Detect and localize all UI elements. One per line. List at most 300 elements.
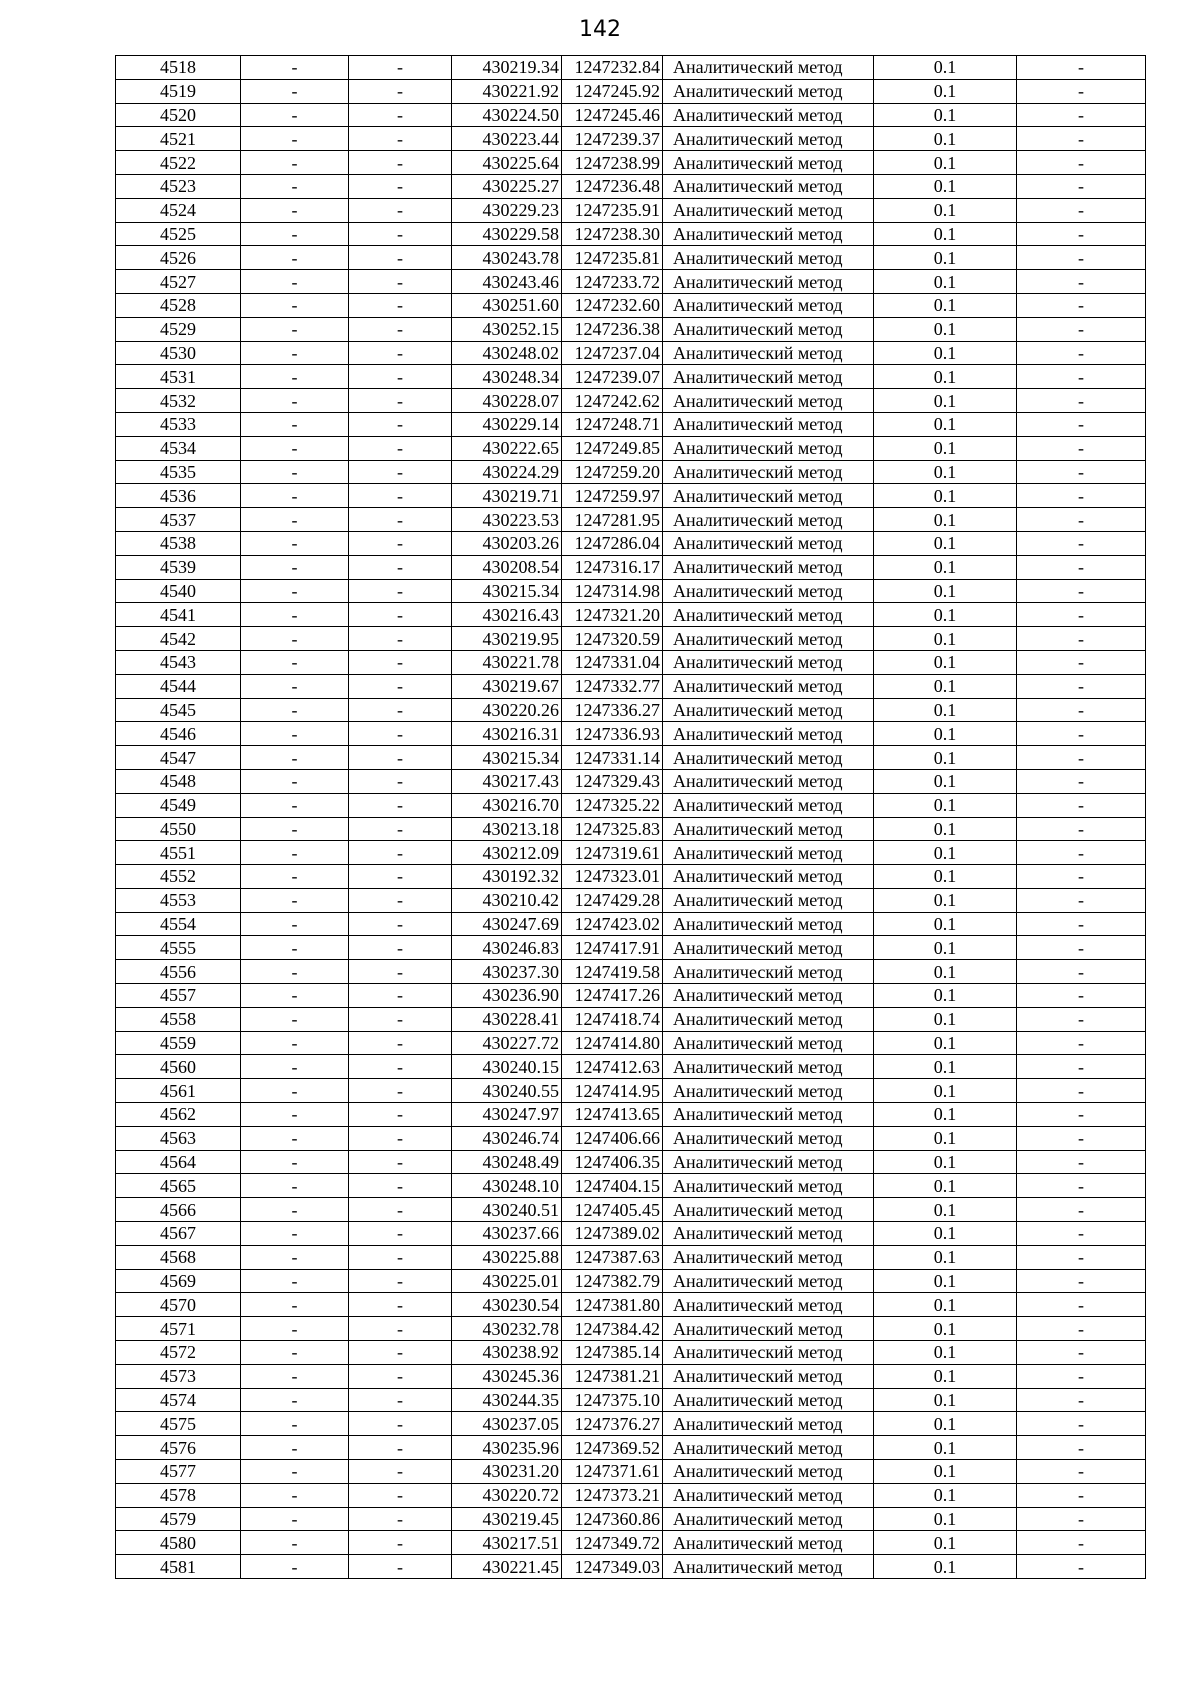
cell-method: Аналитический метод bbox=[663, 1245, 874, 1269]
cell-description: - bbox=[1017, 341, 1146, 365]
cell-precision: 0.1 bbox=[874, 1412, 1017, 1436]
cell-x-coordinate: 430215.34 bbox=[452, 579, 562, 603]
cell-x-coordinate: 430230.54 bbox=[452, 1293, 562, 1317]
cell-y-coordinate: 1247325.22 bbox=[562, 793, 663, 817]
table-row bbox=[116, 460, 1146, 484]
cell-precision: 0.1 bbox=[874, 627, 1017, 651]
table-row bbox=[116, 1388, 1146, 1412]
cell-point-number: 4563 bbox=[116, 1126, 241, 1150]
cell-description: - bbox=[1017, 888, 1146, 912]
cell-x-coordinate: 430247.69 bbox=[452, 912, 562, 936]
cell-x-coordinate: 430224.29 bbox=[452, 460, 562, 484]
cell-x-coordinate: 430238.92 bbox=[452, 1341, 562, 1365]
table-row bbox=[116, 198, 1146, 222]
table-row bbox=[116, 1341, 1146, 1365]
table-row bbox=[116, 555, 1146, 579]
cell-x-coordinate: 430220.72 bbox=[452, 1483, 562, 1507]
cell-old-y: - bbox=[349, 1031, 452, 1055]
cell-precision: 0.1 bbox=[874, 1174, 1017, 1198]
cell-method: Аналитический метод bbox=[663, 436, 874, 460]
cell-old-x: - bbox=[241, 79, 349, 103]
cell-point-number: 4542 bbox=[116, 627, 241, 651]
cell-description: - bbox=[1017, 1007, 1146, 1031]
cell-old-y: - bbox=[349, 270, 452, 294]
cell-y-coordinate: 1247349.72 bbox=[562, 1531, 663, 1555]
cell-precision: 0.1 bbox=[874, 841, 1017, 865]
cell-x-coordinate: 430236.90 bbox=[452, 984, 562, 1008]
cell-x-coordinate: 430237.66 bbox=[452, 1222, 562, 1246]
cell-old-x: - bbox=[241, 1055, 349, 1079]
cell-x-coordinate: 430215.34 bbox=[452, 746, 562, 770]
cell-method: Аналитический метод bbox=[663, 1198, 874, 1222]
cell-point-number: 4523 bbox=[116, 174, 241, 198]
cell-old-y: - bbox=[349, 1341, 452, 1365]
cell-y-coordinate: 1247418.74 bbox=[562, 1007, 663, 1031]
cell-method: Аналитический метод bbox=[663, 1293, 874, 1317]
cell-old-y: - bbox=[349, 1222, 452, 1246]
cell-description: - bbox=[1017, 270, 1146, 294]
cell-y-coordinate: 1247417.26 bbox=[562, 984, 663, 1008]
cell-precision: 0.1 bbox=[874, 103, 1017, 127]
cell-precision: 0.1 bbox=[874, 79, 1017, 103]
cell-old-y: - bbox=[349, 1174, 452, 1198]
cell-old-x: - bbox=[241, 1245, 349, 1269]
cell-x-coordinate: 430237.30 bbox=[452, 960, 562, 984]
cell-precision: 0.1 bbox=[874, 1269, 1017, 1293]
cell-x-coordinate: 430240.51 bbox=[452, 1198, 562, 1222]
cell-x-coordinate: 430229.14 bbox=[452, 412, 562, 436]
cell-method: Аналитический метод bbox=[663, 293, 874, 317]
cell-point-number: 4571 bbox=[116, 1317, 241, 1341]
cell-y-coordinate: 1247332.77 bbox=[562, 674, 663, 698]
cell-old-y: - bbox=[349, 1293, 452, 1317]
cell-precision: 0.1 bbox=[874, 198, 1017, 222]
cell-old-x: - bbox=[241, 817, 349, 841]
cell-x-coordinate: 430246.83 bbox=[452, 936, 562, 960]
cell-old-x: - bbox=[241, 1412, 349, 1436]
cell-precision: 0.1 bbox=[874, 508, 1017, 532]
cell-method: Аналитический метод bbox=[663, 936, 874, 960]
cell-x-coordinate: 430229.23 bbox=[452, 198, 562, 222]
cell-point-number: 4519 bbox=[116, 79, 241, 103]
cell-description: - bbox=[1017, 1150, 1146, 1174]
cell-precision: 0.1 bbox=[874, 1436, 1017, 1460]
cell-description: - bbox=[1017, 1222, 1146, 1246]
cell-description: - bbox=[1017, 841, 1146, 865]
cell-method: Аналитический метод bbox=[663, 960, 874, 984]
cell-method: Аналитический метод bbox=[663, 1364, 874, 1388]
cell-precision: 0.1 bbox=[874, 293, 1017, 317]
cell-description: - bbox=[1017, 222, 1146, 246]
cell-y-coordinate: 1247233.72 bbox=[562, 270, 663, 294]
cell-description: - bbox=[1017, 674, 1146, 698]
cell-x-coordinate: 430227.72 bbox=[452, 1031, 562, 1055]
cell-x-coordinate: 430219.95 bbox=[452, 627, 562, 651]
cell-old-x: - bbox=[241, 1317, 349, 1341]
cell-point-number: 4545 bbox=[116, 698, 241, 722]
cell-old-x: - bbox=[241, 984, 349, 1008]
cell-y-coordinate: 1247323.01 bbox=[562, 865, 663, 889]
cell-precision: 0.1 bbox=[874, 1245, 1017, 1269]
cell-point-number: 4578 bbox=[116, 1483, 241, 1507]
cell-description: - bbox=[1017, 722, 1146, 746]
cell-precision: 0.1 bbox=[874, 246, 1017, 270]
cell-precision: 0.1 bbox=[874, 412, 1017, 436]
table-row bbox=[116, 746, 1146, 770]
cell-description: - bbox=[1017, 865, 1146, 889]
cell-old-y: - bbox=[349, 317, 452, 341]
table-row bbox=[116, 936, 1146, 960]
cell-point-number: 4525 bbox=[116, 222, 241, 246]
cell-old-y: - bbox=[349, 79, 452, 103]
table-row bbox=[116, 769, 1146, 793]
cell-description: - bbox=[1017, 1483, 1146, 1507]
cell-description: - bbox=[1017, 1269, 1146, 1293]
cell-old-x: - bbox=[241, 389, 349, 413]
cell-old-x: - bbox=[241, 1293, 349, 1317]
cell-description: - bbox=[1017, 960, 1146, 984]
table-row bbox=[116, 222, 1146, 246]
table-row bbox=[116, 1555, 1146, 1579]
table-row bbox=[116, 1103, 1146, 1127]
cell-description: - bbox=[1017, 246, 1146, 270]
cell-method: Аналитический метод bbox=[663, 1079, 874, 1103]
cell-old-y: - bbox=[349, 174, 452, 198]
cell-old-y: - bbox=[349, 436, 452, 460]
table-row bbox=[116, 841, 1146, 865]
cell-method: Аналитический метод bbox=[663, 841, 874, 865]
cell-precision: 0.1 bbox=[874, 1364, 1017, 1388]
cell-description: - bbox=[1017, 1412, 1146, 1436]
cell-old-y: - bbox=[349, 531, 452, 555]
cell-method: Аналитический метод bbox=[663, 1174, 874, 1198]
cell-method: Аналитический метод bbox=[663, 412, 874, 436]
cell-y-coordinate: 1247242.62 bbox=[562, 389, 663, 413]
cell-old-y: - bbox=[349, 1364, 452, 1388]
cell-point-number: 4524 bbox=[116, 198, 241, 222]
cell-old-y: - bbox=[349, 1507, 452, 1531]
cell-y-coordinate: 1247238.30 bbox=[562, 222, 663, 246]
cell-y-coordinate: 1247406.66 bbox=[562, 1126, 663, 1150]
table-row bbox=[116, 341, 1146, 365]
cell-old-x: - bbox=[241, 1222, 349, 1246]
cell-point-number: 4539 bbox=[116, 555, 241, 579]
cell-point-number: 4575 bbox=[116, 1412, 241, 1436]
cell-x-coordinate: 430221.92 bbox=[452, 79, 562, 103]
cell-precision: 0.1 bbox=[874, 1483, 1017, 1507]
cell-y-coordinate: 1247236.38 bbox=[562, 317, 663, 341]
cell-x-coordinate: 430221.78 bbox=[452, 650, 562, 674]
table-row bbox=[116, 1460, 1146, 1484]
cell-method: Аналитический метод bbox=[663, 151, 874, 175]
cell-description: - bbox=[1017, 389, 1146, 413]
cell-point-number: 4520 bbox=[116, 103, 241, 127]
cell-y-coordinate: 1247360.86 bbox=[562, 1507, 663, 1531]
cell-y-coordinate: 1247382.79 bbox=[562, 1269, 663, 1293]
cell-x-coordinate: 430208.54 bbox=[452, 555, 562, 579]
cell-x-coordinate: 430217.51 bbox=[452, 1531, 562, 1555]
cell-method: Аналитический метод bbox=[663, 912, 874, 936]
cell-precision: 0.1 bbox=[874, 1031, 1017, 1055]
table-row bbox=[116, 1031, 1146, 1055]
cell-method: Аналитический метод bbox=[663, 1222, 874, 1246]
table-row bbox=[116, 1079, 1146, 1103]
table-row bbox=[116, 603, 1146, 627]
cell-method: Аналитический метод bbox=[663, 365, 874, 389]
cell-x-coordinate: 430219.34 bbox=[452, 56, 562, 80]
cell-method: Аналитический метод bbox=[663, 246, 874, 270]
table-row bbox=[116, 627, 1146, 651]
cell-old-y: - bbox=[349, 341, 452, 365]
cell-point-number: 4557 bbox=[116, 984, 241, 1008]
cell-point-number: 4541 bbox=[116, 603, 241, 627]
cell-method: Аналитический метод bbox=[663, 460, 874, 484]
cell-x-coordinate: 430225.64 bbox=[452, 151, 562, 175]
table-row bbox=[116, 888, 1146, 912]
cell-old-y: - bbox=[349, 698, 452, 722]
cell-description: - bbox=[1017, 317, 1146, 341]
table-row bbox=[116, 1150, 1146, 1174]
cell-old-y: - bbox=[349, 1150, 452, 1174]
cell-y-coordinate: 1247319.61 bbox=[562, 841, 663, 865]
cell-method: Аналитический метод bbox=[663, 627, 874, 651]
cell-old-y: - bbox=[349, 1412, 452, 1436]
table-row bbox=[116, 293, 1146, 317]
table-row bbox=[116, 1436, 1146, 1460]
cell-x-coordinate: 430240.15 bbox=[452, 1055, 562, 1079]
cell-point-number: 4521 bbox=[116, 127, 241, 151]
cell-description: - bbox=[1017, 1531, 1146, 1555]
cell-y-coordinate: 1247331.14 bbox=[562, 746, 663, 770]
cell-y-coordinate: 1247281.95 bbox=[562, 508, 663, 532]
cell-method: Аналитический метод bbox=[663, 389, 874, 413]
cell-method: Аналитический метод bbox=[663, 508, 874, 532]
cell-y-coordinate: 1247232.84 bbox=[562, 56, 663, 80]
cell-method: Аналитический метод bbox=[663, 1531, 874, 1555]
cell-x-coordinate: 430248.34 bbox=[452, 365, 562, 389]
cell-x-coordinate: 430216.43 bbox=[452, 603, 562, 627]
cell-method: Аналитический метод bbox=[663, 674, 874, 698]
cell-description: - bbox=[1017, 603, 1146, 627]
cell-point-number: 4522 bbox=[116, 151, 241, 175]
cell-old-x: - bbox=[241, 650, 349, 674]
cell-description: - bbox=[1017, 769, 1146, 793]
cell-x-coordinate: 430228.07 bbox=[452, 389, 562, 413]
cell-point-number: 4573 bbox=[116, 1364, 241, 1388]
cell-old-x: - bbox=[241, 1460, 349, 1484]
cell-point-number: 4533 bbox=[116, 412, 241, 436]
cell-description: - bbox=[1017, 1460, 1146, 1484]
cell-point-number: 4554 bbox=[116, 912, 241, 936]
cell-method: Аналитический метод bbox=[663, 746, 874, 770]
cell-y-coordinate: 1247259.97 bbox=[562, 484, 663, 508]
cell-y-coordinate: 1247331.04 bbox=[562, 650, 663, 674]
cell-point-number: 4530 bbox=[116, 341, 241, 365]
cell-point-number: 4534 bbox=[116, 436, 241, 460]
cell-method: Аналитический метод bbox=[663, 1031, 874, 1055]
cell-precision: 0.1 bbox=[874, 746, 1017, 770]
cell-point-number: 4543 bbox=[116, 650, 241, 674]
cell-old-y: - bbox=[349, 103, 452, 127]
cell-precision: 0.1 bbox=[874, 674, 1017, 698]
cell-old-y: - bbox=[349, 746, 452, 770]
cell-description: - bbox=[1017, 1174, 1146, 1198]
cell-precision: 0.1 bbox=[874, 1222, 1017, 1246]
table-row bbox=[116, 79, 1146, 103]
cell-description: - bbox=[1017, 151, 1146, 175]
cell-old-y: - bbox=[349, 1483, 452, 1507]
table-row bbox=[116, 151, 1146, 175]
cell-x-coordinate: 430231.20 bbox=[452, 1460, 562, 1484]
cell-old-x: - bbox=[241, 1174, 349, 1198]
cell-precision: 0.1 bbox=[874, 1555, 1017, 1579]
cell-x-coordinate: 430240.55 bbox=[452, 1079, 562, 1103]
cell-old-y: - bbox=[349, 412, 452, 436]
table-row bbox=[116, 484, 1146, 508]
cell-precision: 0.1 bbox=[874, 151, 1017, 175]
cell-x-coordinate: 430247.97 bbox=[452, 1103, 562, 1127]
table-row bbox=[116, 270, 1146, 294]
cell-y-coordinate: 1247414.95 bbox=[562, 1079, 663, 1103]
cell-precision: 0.1 bbox=[874, 960, 1017, 984]
cell-description: - bbox=[1017, 1317, 1146, 1341]
cell-old-y: - bbox=[349, 555, 452, 579]
cell-method: Аналитический метод bbox=[663, 1460, 874, 1484]
cell-method: Аналитический метод bbox=[663, 1150, 874, 1174]
cell-y-coordinate: 1247336.27 bbox=[562, 698, 663, 722]
cell-point-number: 4552 bbox=[116, 865, 241, 889]
cell-description: - bbox=[1017, 1364, 1146, 1388]
cell-old-y: - bbox=[349, 460, 452, 484]
cell-precision: 0.1 bbox=[874, 817, 1017, 841]
cell-precision: 0.1 bbox=[874, 912, 1017, 936]
cell-old-x: - bbox=[241, 912, 349, 936]
cell-precision: 0.1 bbox=[874, 1317, 1017, 1341]
cell-precision: 0.1 bbox=[874, 1103, 1017, 1127]
cell-method: Аналитический метод bbox=[663, 79, 874, 103]
cell-old-y: - bbox=[349, 151, 452, 175]
cell-y-coordinate: 1247329.43 bbox=[562, 769, 663, 793]
cell-old-y: - bbox=[349, 841, 452, 865]
cell-point-number: 4564 bbox=[116, 1150, 241, 1174]
cell-method: Аналитический метод bbox=[663, 1317, 874, 1341]
table-row bbox=[116, 56, 1146, 80]
cell-old-x: - bbox=[241, 531, 349, 555]
cell-old-x: - bbox=[241, 722, 349, 746]
cell-point-number: 4544 bbox=[116, 674, 241, 698]
cell-precision: 0.1 bbox=[874, 579, 1017, 603]
cell-y-coordinate: 1247373.21 bbox=[562, 1483, 663, 1507]
cell-point-number: 4529 bbox=[116, 317, 241, 341]
cell-precision: 0.1 bbox=[874, 865, 1017, 889]
cell-precision: 0.1 bbox=[874, 341, 1017, 365]
cell-description: - bbox=[1017, 508, 1146, 532]
table-row bbox=[116, 984, 1146, 1008]
cell-y-coordinate: 1247413.65 bbox=[562, 1103, 663, 1127]
cell-precision: 0.1 bbox=[874, 603, 1017, 627]
cell-old-y: - bbox=[349, 56, 452, 80]
cell-old-x: - bbox=[241, 1341, 349, 1365]
table-row bbox=[116, 1007, 1146, 1031]
cell-old-y: - bbox=[349, 912, 452, 936]
cell-description: - bbox=[1017, 1198, 1146, 1222]
cell-old-x: - bbox=[241, 1198, 349, 1222]
cell-precision: 0.1 bbox=[874, 531, 1017, 555]
cell-precision: 0.1 bbox=[874, 1079, 1017, 1103]
table-row bbox=[116, 1317, 1146, 1341]
cell-x-coordinate: 430225.27 bbox=[452, 174, 562, 198]
cell-old-x: - bbox=[241, 151, 349, 175]
cell-description: - bbox=[1017, 1388, 1146, 1412]
cell-old-y: - bbox=[349, 769, 452, 793]
cell-y-coordinate: 1247325.83 bbox=[562, 817, 663, 841]
cell-old-y: - bbox=[349, 1555, 452, 1579]
cell-x-coordinate: 430228.41 bbox=[452, 1007, 562, 1031]
cell-point-number: 4576 bbox=[116, 1436, 241, 1460]
cell-old-y: - bbox=[349, 1245, 452, 1269]
table-row bbox=[116, 365, 1146, 389]
cell-old-y: - bbox=[349, 1126, 452, 1150]
cell-point-number: 4566 bbox=[116, 1198, 241, 1222]
cell-precision: 0.1 bbox=[874, 1055, 1017, 1079]
cell-x-coordinate: 430220.26 bbox=[452, 698, 562, 722]
cell-precision: 0.1 bbox=[874, 698, 1017, 722]
cell-old-x: - bbox=[241, 293, 349, 317]
cell-x-coordinate: 430224.50 bbox=[452, 103, 562, 127]
cell-point-number: 4579 bbox=[116, 1507, 241, 1531]
cell-point-number: 4546 bbox=[116, 722, 241, 746]
cell-point-number: 4537 bbox=[116, 508, 241, 532]
cell-y-coordinate: 1247237.04 bbox=[562, 341, 663, 365]
cell-point-number: 4549 bbox=[116, 793, 241, 817]
cell-y-coordinate: 1247412.63 bbox=[562, 1055, 663, 1079]
cell-old-x: - bbox=[241, 1031, 349, 1055]
table-row bbox=[116, 1174, 1146, 1198]
table-row bbox=[116, 674, 1146, 698]
cell-old-x: - bbox=[241, 1079, 349, 1103]
cell-method: Аналитический метод bbox=[663, 1412, 874, 1436]
cell-point-number: 4581 bbox=[116, 1555, 241, 1579]
table-row bbox=[116, 436, 1146, 460]
cell-point-number: 4536 bbox=[116, 484, 241, 508]
cell-old-x: - bbox=[241, 508, 349, 532]
cell-old-x: - bbox=[241, 460, 349, 484]
cell-old-x: - bbox=[241, 198, 349, 222]
cell-point-number: 4559 bbox=[116, 1031, 241, 1055]
cell-x-coordinate: 430219.71 bbox=[452, 484, 562, 508]
cell-method: Аналитический метод bbox=[663, 1007, 874, 1031]
cell-point-number: 4560 bbox=[116, 1055, 241, 1079]
cell-point-number: 4547 bbox=[116, 746, 241, 770]
cell-y-coordinate: 1247419.58 bbox=[562, 960, 663, 984]
cell-method: Аналитический метод bbox=[663, 555, 874, 579]
cell-y-coordinate: 1247239.37 bbox=[562, 127, 663, 151]
cell-precision: 0.1 bbox=[874, 650, 1017, 674]
cell-precision: 0.1 bbox=[874, 1150, 1017, 1174]
cell-y-coordinate: 1247235.91 bbox=[562, 198, 663, 222]
cell-precision: 0.1 bbox=[874, 722, 1017, 746]
cell-old-y: - bbox=[349, 389, 452, 413]
cell-method: Аналитический метод bbox=[663, 484, 874, 508]
cell-point-number: 4556 bbox=[116, 960, 241, 984]
cell-y-coordinate: 1247239.07 bbox=[562, 365, 663, 389]
table-row bbox=[116, 174, 1146, 198]
cell-x-coordinate: 430221.45 bbox=[452, 1555, 562, 1579]
table-row bbox=[116, 1055, 1146, 1079]
cell-precision: 0.1 bbox=[874, 56, 1017, 80]
cell-old-x: - bbox=[241, 341, 349, 365]
cell-precision: 0.1 bbox=[874, 1507, 1017, 1531]
